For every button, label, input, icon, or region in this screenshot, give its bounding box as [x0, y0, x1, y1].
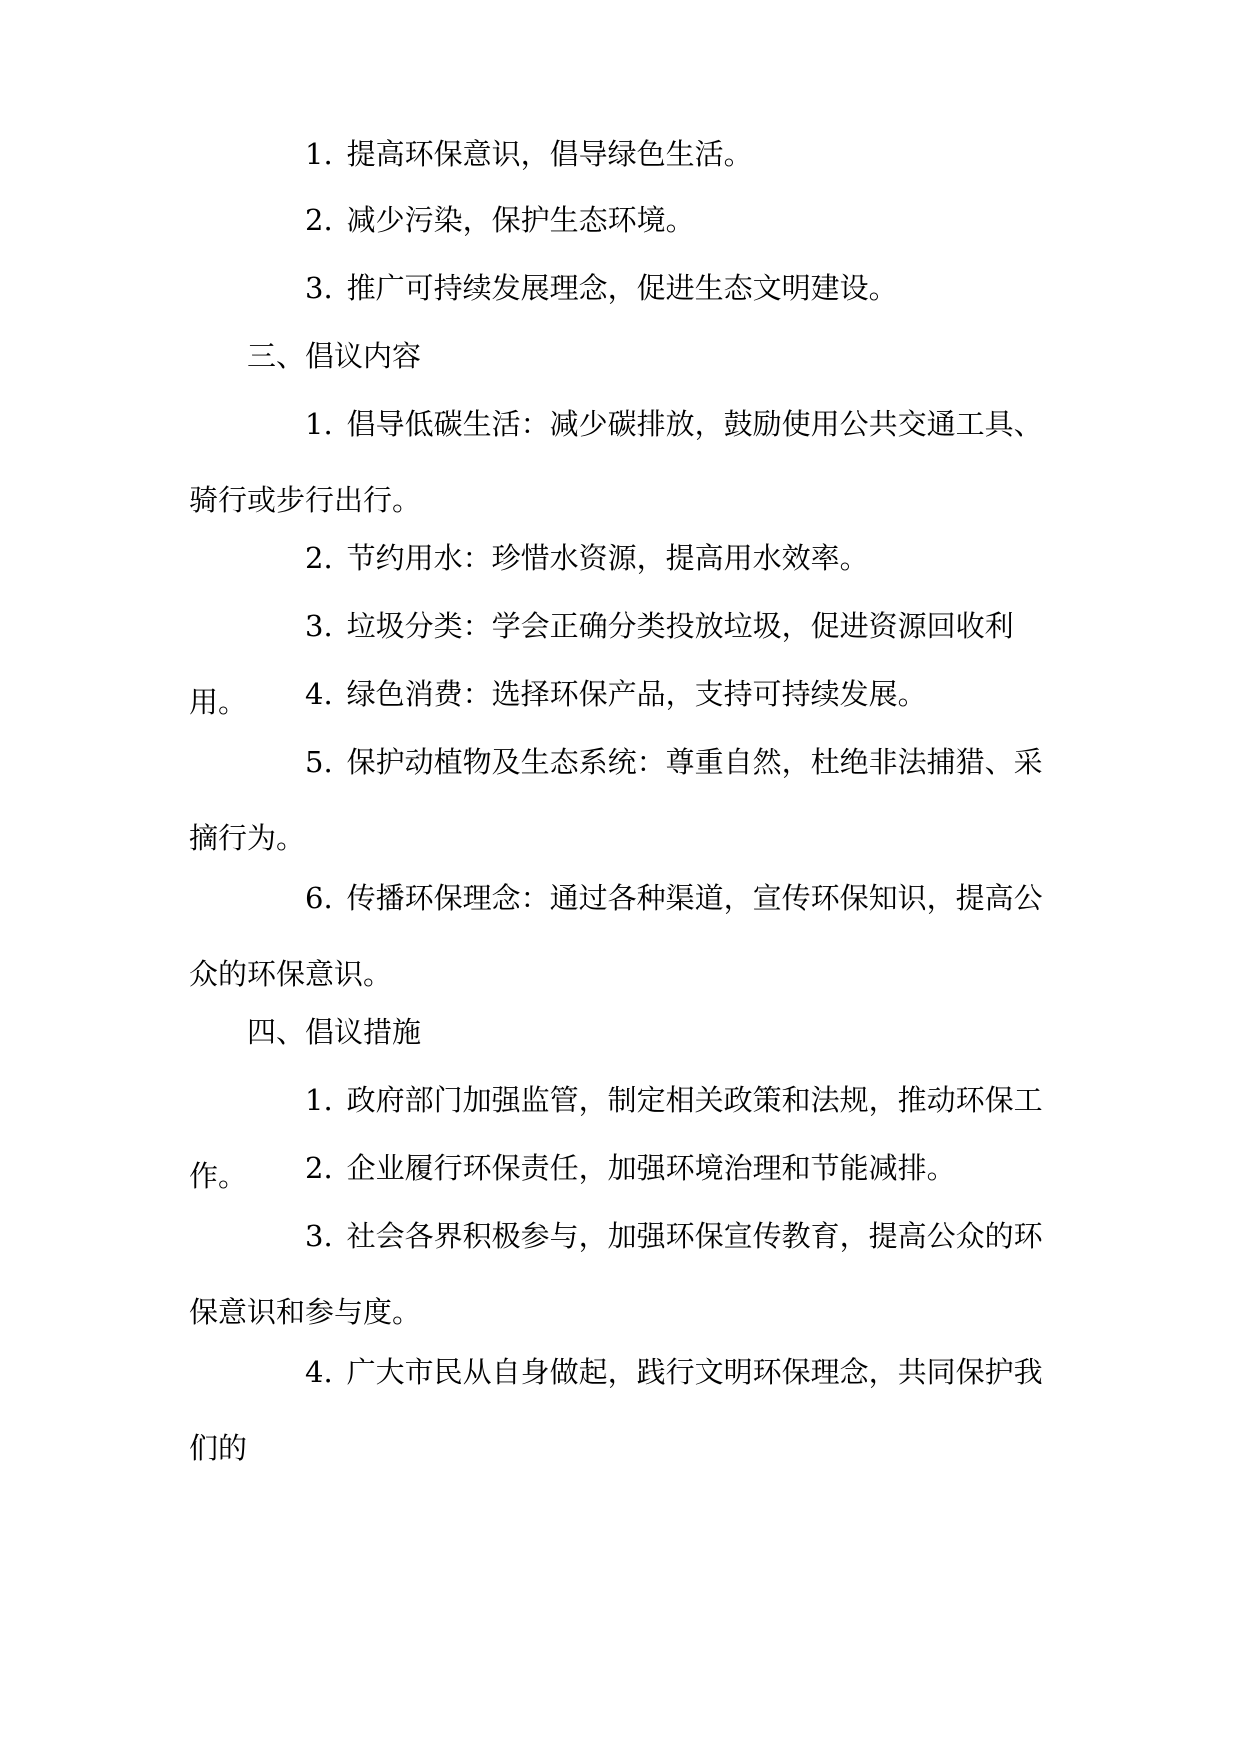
measure-item-1-text: 政府部门加强监管，制定相关政策和法规，推动环保工作。: [189, 1083, 1043, 1193]
measure-item-3-text: 社会各界积极参与，加强环保宣传教育，提高公众的环保意识和参与度。: [189, 1219, 1043, 1329]
content-item-1: [189, 386, 1051, 538]
content-item-6: [189, 860, 1051, 1012]
content-item-4-number: 4.: [305, 677, 333, 711]
measure-item-3-number: 3.: [305, 1219, 333, 1253]
measure-item-2: [189, 1130, 1051, 1206]
content-item-6-number: 6.: [305, 881, 333, 915]
goal-item-3: [189, 250, 1051, 326]
measure-item-4-number: 4.: [305, 1355, 333, 1389]
measure-item-4: [189, 1334, 1051, 1486]
goal-item-2: [189, 182, 1051, 258]
goal-item-2-number: 2.: [305, 203, 333, 237]
content-item-3-text: 垃圾分类：学会正确分类投放垃圾，促进资源回收利用。: [189, 609, 1014, 719]
measure-item-2-text: 企业履行环保责任，加强环境治理和节能减排。: [346, 1151, 956, 1185]
measure-item-1-number: 1.: [305, 1083, 333, 1117]
content-item-6-text: 传播环保理念：通过各种渠道，宣传环保知识，提高公众的环保意识。: [189, 881, 1043, 991]
goal-item-1: [189, 116, 1051, 192]
goal-item-1-number: 1.: [305, 137, 333, 171]
content-item-5-text: 保护动植物及生态系统：尊重自然，杜绝非法捕猎、采摘行为。: [189, 745, 1043, 855]
content-item-2-number: 2.: [305, 541, 333, 575]
measure-item-2-number: 2.: [305, 1151, 333, 1185]
content-item-5: [189, 724, 1051, 876]
content-item-1-number: 1.: [305, 407, 333, 441]
goal-item-3-number: 3.: [305, 271, 333, 305]
goal-item-3-text: 推广可持续发展理念，促进生态文明建设。: [346, 271, 898, 305]
content-item-5-number: 5.: [305, 745, 333, 779]
content-item-2: [189, 520, 1051, 596]
content-item-2-text: 节约用水：珍惜水资源，提高用水效率。: [346, 541, 869, 575]
measure-item-4-text: 广大市民从自身做起，践行文明环保理念，共同保护我们的: [189, 1355, 1043, 1465]
section-heading-measures: 四、倡议措施: [247, 1015, 422, 1049]
content-item-1-text: 倡导低碳生活：减少碳排放，鼓励使用公共交通工具、骑行或步行出行。: [189, 407, 1043, 517]
content-item-4: [189, 656, 1051, 732]
measure-item-3: [189, 1198, 1051, 1350]
section-heading-content: 三、倡议内容: [247, 339, 422, 373]
goal-item-1-text: 提高环保意识，倡导绿色生活。: [346, 137, 753, 171]
goal-item-2-text: 减少污染，保护生态环境。: [346, 203, 695, 237]
content-item-3-number: 3.: [305, 609, 333, 643]
content-item-4-text: 绿色消费：选择环保产品，支持可持续发展。: [346, 677, 927, 711]
